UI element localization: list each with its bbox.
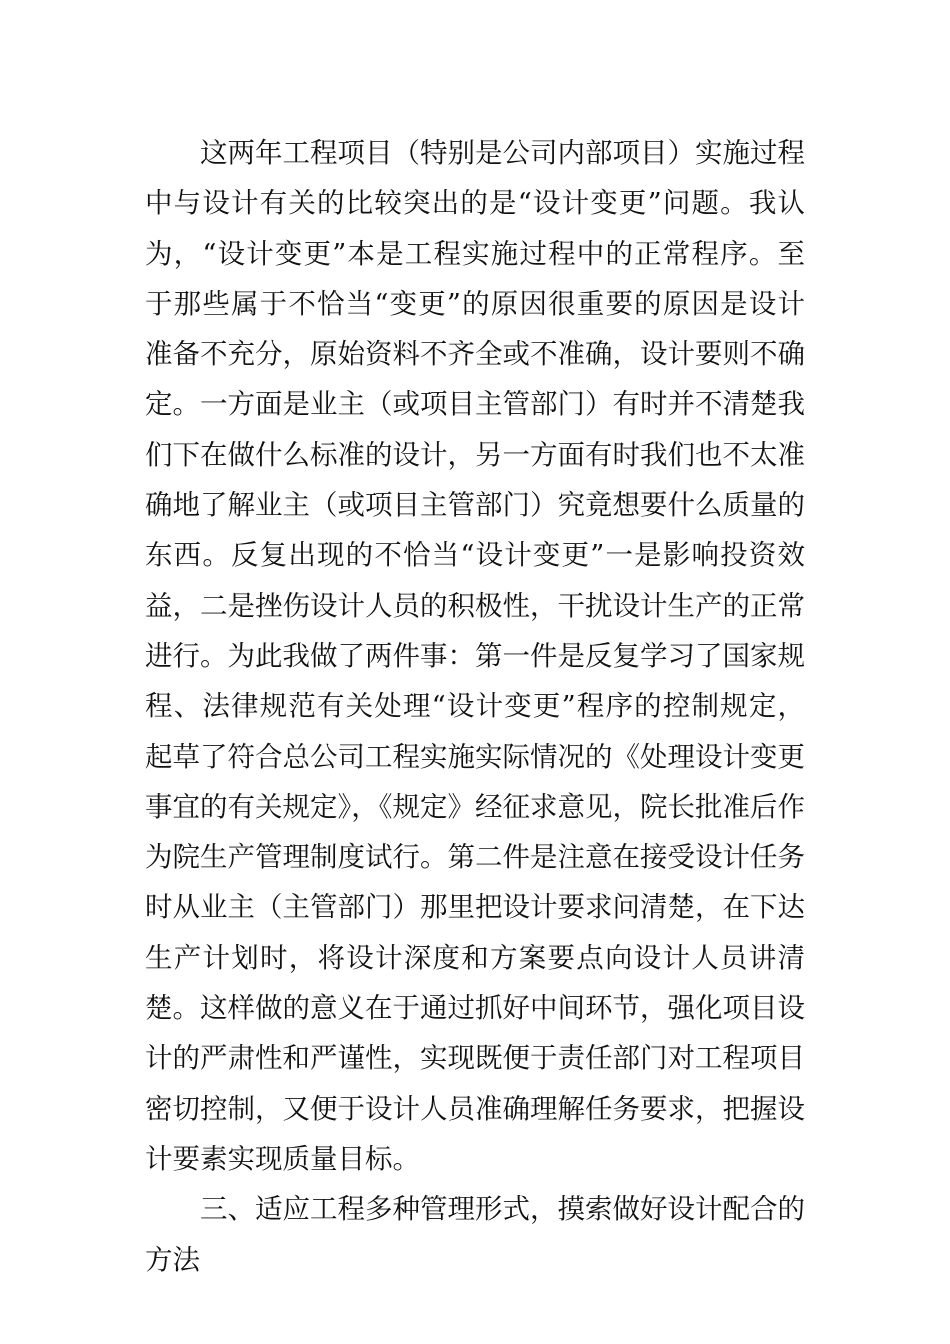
body-paragraph: 这两年工程项目（特别是公司内部项目）实施过程中与设计有关的比较突出的是“设计变更”问题。我认为，“设计变更”本是工程实施过程中的正常程序。至于那些属于不恰当“变更”的原因很重要的原因是设计准备不充分，原始资料不齐全或不准确，设计要则不确定。一方面是业主（或项目主管部门）有时并不清楚我们下在做什么标准的设计，另一方面有时我们也不太准确地了解业主（或项目主管部门）究竟想要什么质量的东西。反复出现的不恰当“设计变更”一是影响投资效益，二是挫伤设计人员的积极性，干扰设计生产的正常进行。为此我做了两件事：第一件是反复学习了国家规程、法律规范有关处理“设计变更”程序的控制规定，起草了符合总公司工程实施实际情况的《处理设计变更事宜的有关规定》，《规定》经征求意见，院长批准后作为院生产管理制度试行。第二件是注意在接受设计任务时从业主（主管部门）那里把设计要求问清楚，在下达生产计划时，将设计深度和方案要点向设计人员讲清楚。这样做的意义在于通过抓好中间环节，强化项目设计的严肃性和严谨性，实现既便于责任部门对工程项目密切控制，又便于设计人员准确理解任务要求，把握设计要素实现质量目标。 bbox=[145, 137, 805, 1175]
section-heading-paragraph: 三、适应工程多种管理形式，摸索做好设计配合的方法 bbox=[145, 1193, 805, 1276]
document-body bbox=[145, 128, 805, 1285]
